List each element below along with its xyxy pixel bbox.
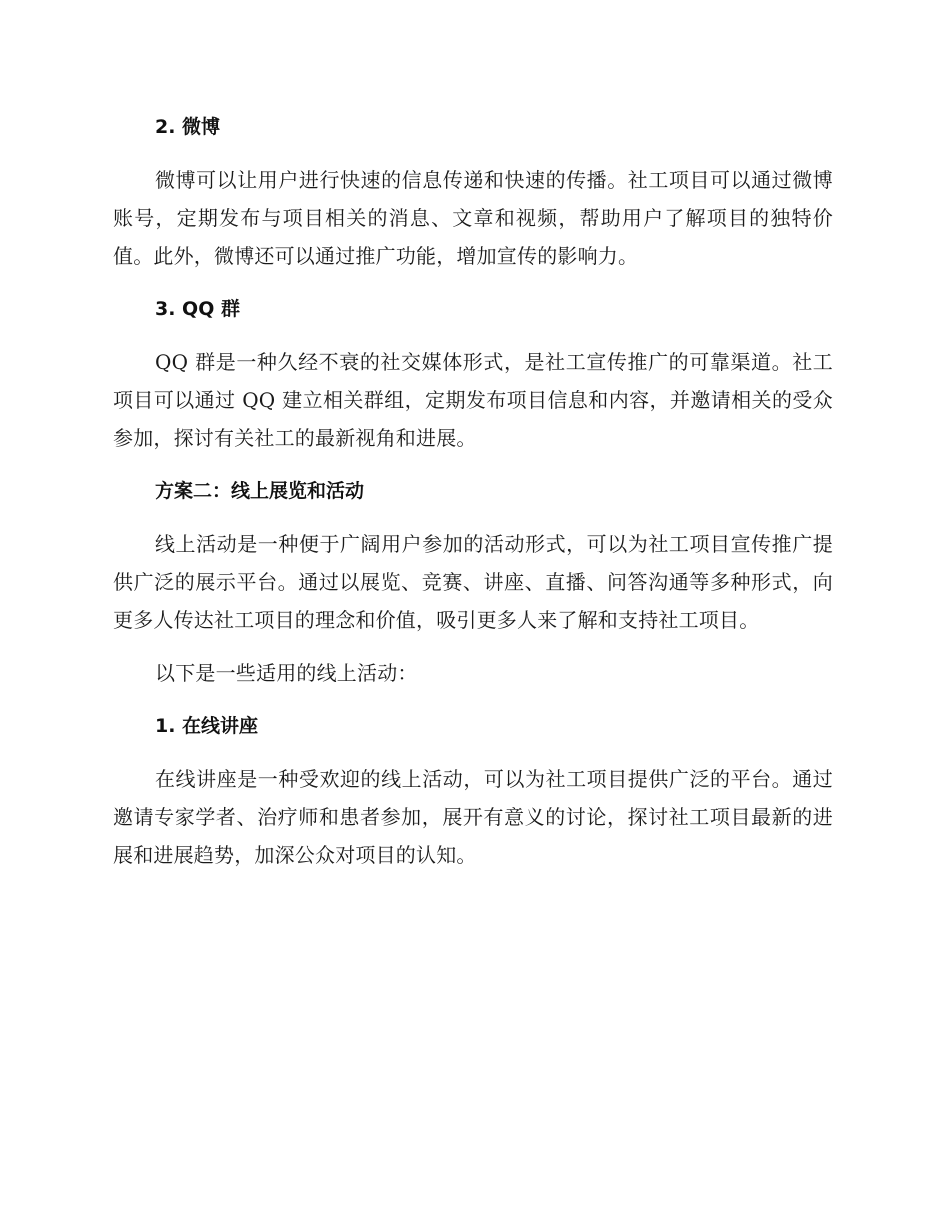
section-heading-plan-two: 方案二：线上展览和活动: [155, 480, 365, 502]
paragraph-online-lecture: 在线讲座是一种受欢迎的线上活动，可以为社工项目提供广泛的平台。通过邀请专家学者、治疗师和患者参加，展开有意义的讨论，探讨社工项目最新的进展和进展趋势，加深公众对项目的认知。: [113, 767, 833, 867]
document-body: [113, 108, 833, 874]
paragraph-weibo: 微博可以让用户进行快速的信息传递和快速的传播。社工项目可以通过微博账号，定期发布与项目相关的消息、文章和视频，帮助用户了解项目的独特价值。此外，微博还可以通过推广功能，增加宣传的影响力。: [113, 168, 833, 268]
intro-line: 以下是一些适用的线上活动：: [155, 661, 418, 685]
section-heading-online-lecture: 1. 在线讲座: [155, 715, 259, 737]
paragraph-qq-group: QQ 群是一种久经不衰的社交媒体形式，是社工宣传推广的可靠渠道。社工项目可以通过 QQ 建立相关群组，定期发布项目信息和内容，并邀请相关的受众参加，探讨有关社工的最新视角和进展。: [113, 350, 833, 450]
paragraph-plan-two: 线上活动是一种便于广阔用户参加的活动形式，可以为社工项目宣传推广提供广泛的展示平台。通过以展览、竞赛、讲座、直播、问答沟通等多种形式，向更多人传达社工项目的理念和价值，吸引更多人来了解和支持社工项目。: [113, 532, 833, 632]
section-heading-qq-group: 3. QQ 群: [155, 298, 240, 320]
section-heading-weibo: 2. 微博: [155, 116, 221, 138]
